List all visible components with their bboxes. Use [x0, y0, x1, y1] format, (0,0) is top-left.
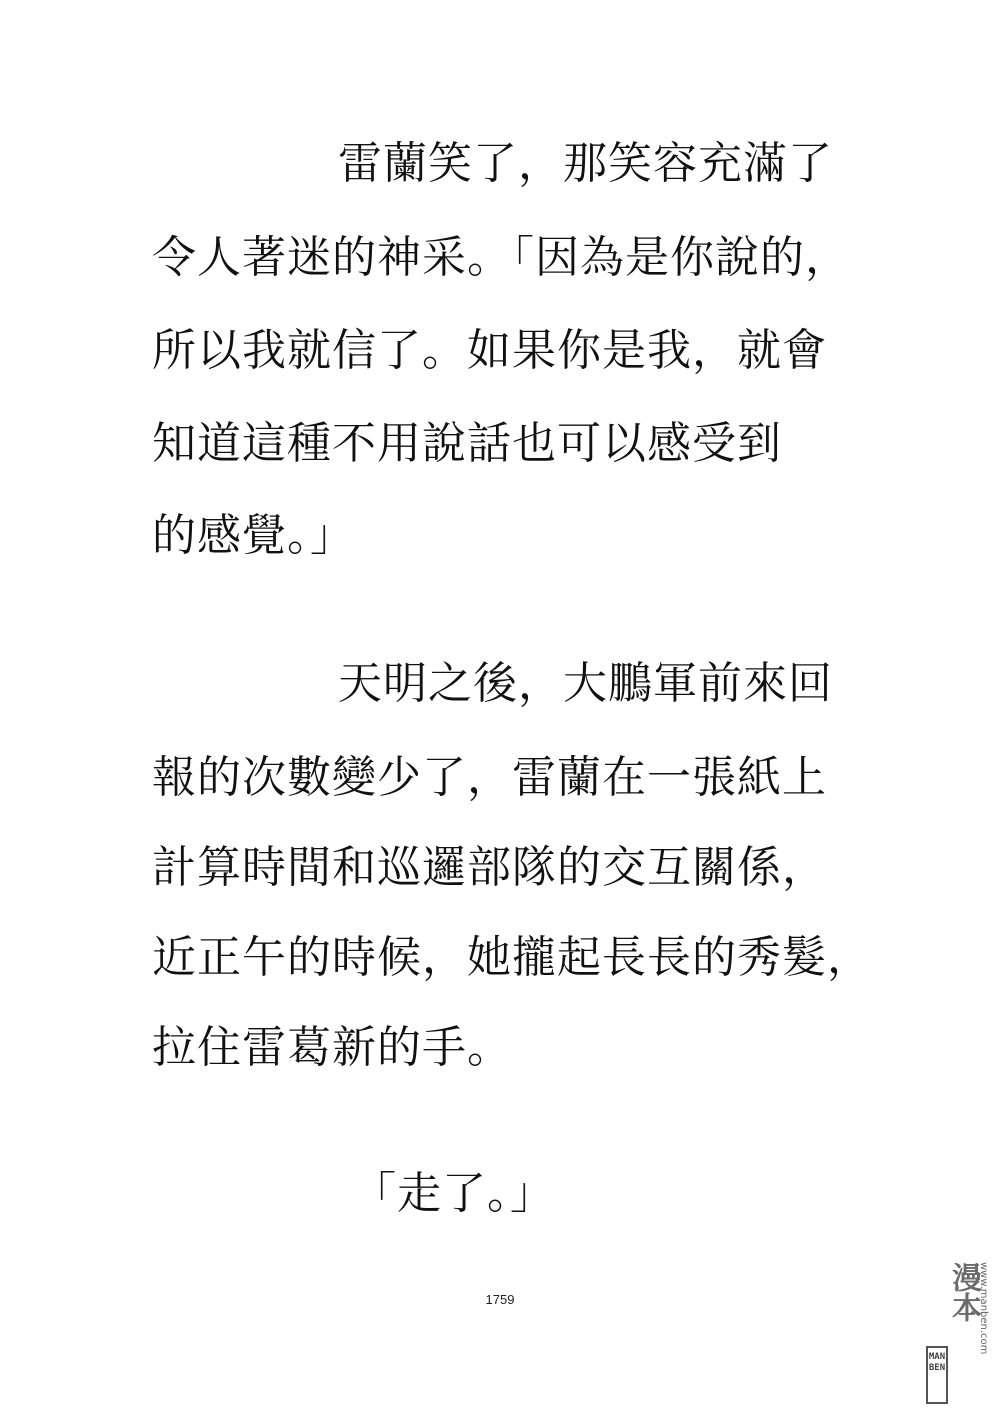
watermark-box: [926, 1346, 948, 1404]
paragraph-1-line-5: 的感覺。」: [152, 510, 355, 561]
paragraph-1-line-4: 知道這種不用說話也可以感受到: [152, 418, 782, 469]
paragraph-3-line-1: 「走了。」: [352, 1168, 555, 1219]
paragraph-1-line-3: 所以我就信了。如果你是我，就會: [152, 325, 827, 376]
paragraph-1-line-2: 令人著迷的神采。「因為是你說的，: [152, 232, 850, 283]
watermark-glyphs: 漫本: [946, 1262, 981, 1322]
paragraph-2-line-3: 計算時間和巡邏部隊的交互關係，: [152, 842, 827, 893]
page-number: 1759: [485, 1292, 515, 1307]
paragraph-2-line-5: 拉住雷葛新的手。: [152, 1022, 512, 1073]
paragraph-1-line-1: 雷蘭笑了，那笑容充滿了: [338, 138, 833, 189]
paragraph-2-line-4: 近正午的時候，她攏起長長的秀髮，: [152, 932, 872, 983]
paragraph-2-line-1: 天明之後，大鵬軍前來回: [338, 658, 833, 709]
watermark-logo: [926, 1262, 992, 1408]
watermark-box-text: MANBEN: [928, 1352, 946, 1373]
paragraph-2-line-2: 報的次數變少了，雷蘭在一張紙上: [152, 752, 827, 803]
watermark-url: www.manben.com: [978, 1262, 989, 1355]
